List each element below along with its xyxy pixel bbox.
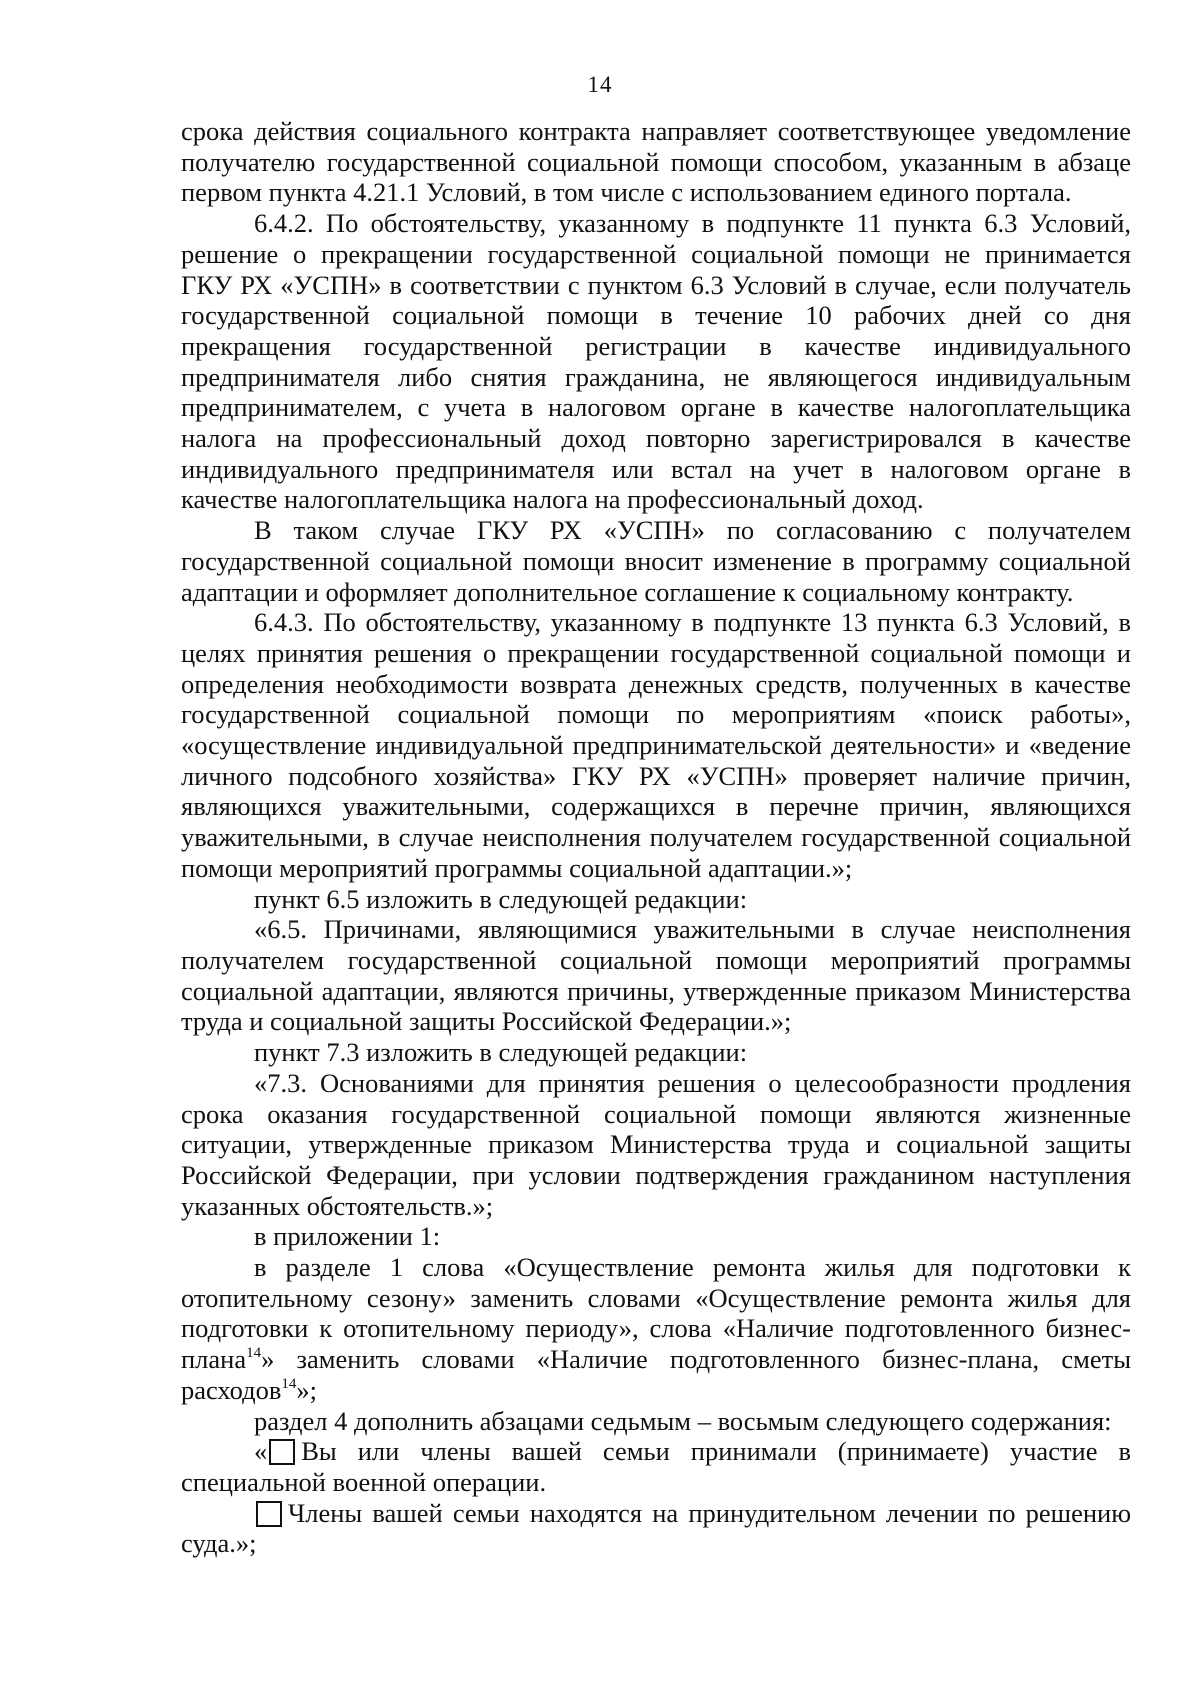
checkbox-square-icon	[269, 1439, 295, 1465]
paragraph: раздел 4 дополнить абзацами седьмым – восьмым следующего содержания:	[254, 1405, 1112, 1436]
checkbox-paragraph	[181, 1436, 1131, 1497]
checkbox-paragraph	[181, 1498, 1131, 1559]
paragraph	[181, 1252, 1131, 1406]
paragraph: срока действия социального контракта направляет соответствующее уведомление получателю государственной социальной помощи способом, указанным в абзаце первом пункта 4.21.1 Условий, в том числе с использованием единого портала.	[181, 116, 1131, 208]
open-quote: «	[254, 1436, 268, 1467]
document-body	[181, 116, 1131, 1559]
paragraph: пункт 7.3 изложить в следующей редакции:	[254, 1037, 748, 1068]
paragraph: пункт 6.5 изложить в следующей редакции:	[254, 883, 748, 914]
paragraph: «7.3. Основаниями для принятия решения о целесообразности продления срока оказания государственной социальной помощи являются жизненные ситуации, утвержденные приказом Министерства труда и социальной защиты Российской Федерации, при условии подтверждения гражданином наступления указанных обстоятельств.»;	[181, 1067, 1131, 1221]
paragraph: В таком случае ГКУ РХ «УСПН» по согласованию с получателем государственной социальной помощи вносит изменение в программу социальной адаптации и оформляет дополнительное соглашение к социальному контракту.	[181, 515, 1131, 607]
paragraph: в приложении 1:	[254, 1221, 441, 1252]
footnote-marker: 14	[246, 1345, 262, 1362]
paragraph-text: Вы или члены вашей семьи принимали (принимаете) участие в специальной военной операции.	[181, 1436, 1131, 1497]
paragraph: «6.5. Причинами, являющимися уважительными в случае неисполнения получателем государственной социальной помощи мероприятий программы социальной адаптации, являются причины, утвержденные приказом Министерства труда и социальной защиты Российской Федерации.»;	[181, 914, 1131, 1037]
paragraph-text: » заменить словами «Наличие подготовленного бизнес-плана, сметы расходов	[181, 1344, 1131, 1405]
paragraph: 6.4.3. По обстоятельству, указанному в подпункте 13 пункта 6.3 Условий, в целях принятия решения о прекращении государственной социальной помощи и определения необходимости возврата денежных средств, полученных в качестве государственной социальной помощи по мероприятиям «поиск работы», «осуществление индивидуальной предпринимательской деятельности» и «ведение личного подсобного хозяйства» ГКУ РХ «УСПН» проверяет наличие причин, являющихся уважительными, содержащихся в перечне причин, являющихся уважительными, в случае неисполнения получателем государственной социальной помощи мероприятий программы социальной адаптации.»;	[181, 607, 1131, 883]
checkbox-square-icon	[256, 1501, 282, 1527]
paragraph-text: в разделе 1 слова «Осуществление ремонта жилья для подготовки к отопительному сезону» заменить словами «Осуществление ремонта жилья для подготовки к отопительному периоду», слова «Наличие подготовленного бизнес-плана	[181, 1252, 1131, 1375]
paragraph: 6.4.2. По обстоятельству, указанному в подпункте 11 пункта 6.3 Условий, решение о прекращении государственной социальной помощи не принимается ГКУ РХ «УСПН» в соответствии с пунктом 6.3 Условий в случае, если получатель государственной социальной помощи в течение 10 рабочих дней со дня прекращения государственной регистрации в качестве индивидуального предпринимателя либо снятия гражданина, не являющегося индивидуальным предпринимателем, с учета в налоговом органе в качестве налогоплательщика налога на профессиональный доход повторно зарегистрировался в качестве индивидуального предпринимателя или встал на учет в налоговом органе в качестве налогоплательщика налога на профессиональный доход.	[181, 208, 1131, 515]
paragraph-text: Члены вашей семьи находятся на принудительном лечении по решению суда.»;	[181, 1497, 1131, 1559]
paragraph-text: »;	[296, 1374, 318, 1405]
page-number: 14	[587, 72, 613, 97]
footnote-marker: 14	[281, 1375, 297, 1392]
